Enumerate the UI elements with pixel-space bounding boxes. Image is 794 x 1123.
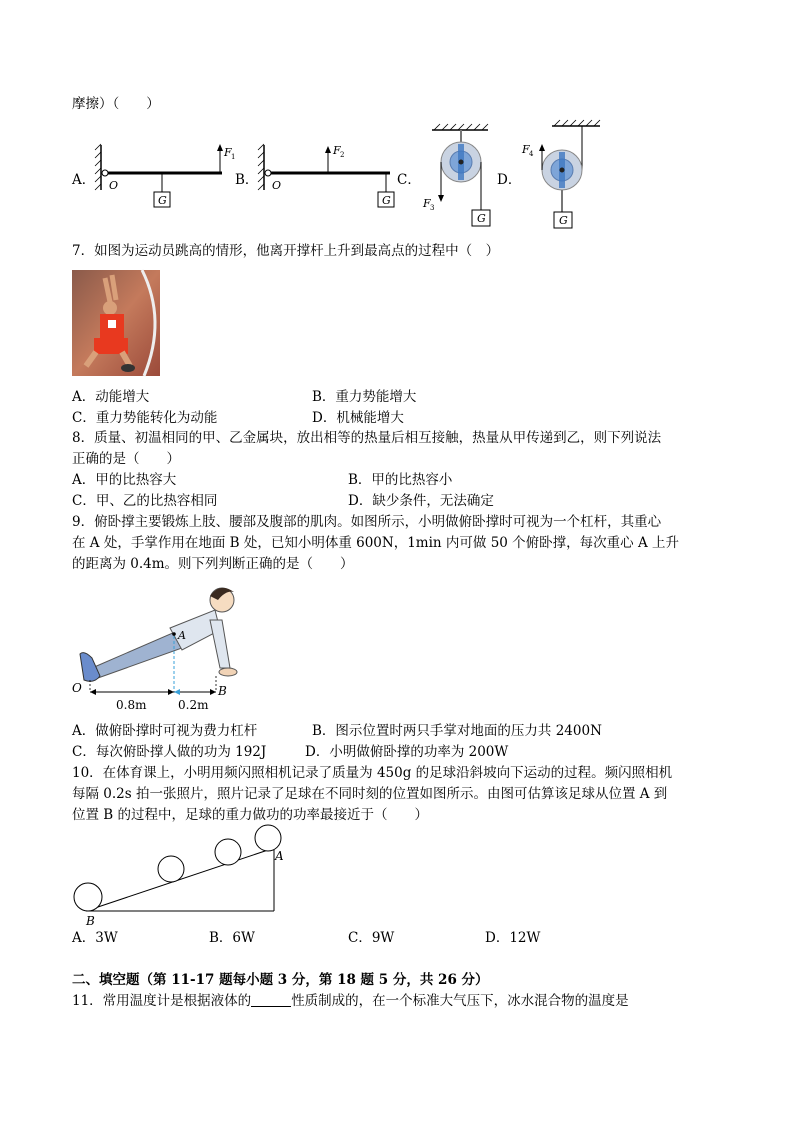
q9-stem-line2: 在 A 处，手掌作用在地面 B 处，已知小明体重 600N，1min 内可做 50 个俯卧撑，每次重心 A 上升 [72, 535, 679, 551]
q11-stem-part1: 11．常用温度计是根据液体的 [72, 993, 252, 1009]
q6b-o-label: O [272, 179, 282, 192]
q6c-f3-label: F [423, 197, 431, 210]
q9-option-c: C．每次俯卧撑人做的功为 192J [72, 744, 267, 760]
q6c-f3-sub: 3 [430, 204, 435, 212]
q9-option-d: D．小明做俯卧撑的功率为 200W [305, 744, 509, 760]
q7-stem: 7．如图为运动员跳高的情形，他离开撑杆上升到最高点的过程中（ ） [72, 243, 500, 259]
q10-option-b: B．6W [209, 930, 255, 946]
q9-point-o: O [72, 681, 82, 695]
q6-figure-d [520, 118, 605, 236]
q9-option-b: B．图示位置时两只手掌对地面的压力共 2400N [312, 723, 602, 739]
q9-point-b: B [218, 684, 227, 698]
q6a-f1-sub: 1 [231, 153, 236, 161]
q6b-f2-label: F [333, 144, 341, 157]
q7-option-a: A．动能增大 [72, 389, 150, 405]
q6-figure-a [95, 140, 236, 215]
q8-option-d: D．缺少条件，无法确定 [348, 493, 494, 509]
q6a-f1-label: F [224, 146, 232, 159]
q7-option-b: B．重力势能增大 [312, 389, 417, 405]
q6d-f4-sub: 4 [529, 150, 534, 158]
q6a-o-label: O [109, 179, 119, 192]
q8-stem-line1: 8．质量、初温相同的甲、乙金属块，放出相等的热量后相互接触，热量从甲传递到乙，则下列说法 [72, 430, 662, 446]
section2-title: 二、填空题（第 11-17 题每小题 3 分，第 18 题 5 分，共 26 分） [72, 972, 489, 988]
q6-option-a-label: A． [72, 172, 96, 188]
q11-stem [72, 991, 629, 1011]
q6b-f2-sub: 2 [340, 151, 345, 159]
q10-point-b: B [86, 914, 95, 928]
q6-option-d-label: D． [497, 172, 522, 188]
q6-stem-tail: 摩擦）（ ） [72, 96, 160, 112]
q10-option-a: A．3W [72, 930, 118, 946]
q6-option-b-label: B． [235, 172, 259, 188]
q6b-g-label: G [382, 194, 391, 207]
q6-figure-c [420, 122, 500, 230]
q6d-f4-label: F [522, 143, 530, 156]
q7-pole-vault-photo [72, 270, 160, 376]
q8-stem-line2: 正确的是（ ） [72, 451, 180, 467]
q8-option-c: C．甲、乙的比热容相同 [72, 493, 218, 509]
q9-stem-line1: 9．俯卧撑主要锻炼上肢、腰部及腹部的肌肉。如图所示，小明做俯卧撑时可视为一个杠杆，其重心 [72, 514, 662, 530]
q8-option-a: A．甲的比热容大 [72, 472, 177, 488]
q10-option-c: C．9W [348, 930, 395, 946]
q9-distance-1: 0.8m [116, 698, 147, 712]
q7-option-d: D．机械能增大 [312, 410, 404, 426]
q10-option-d: D．12W [485, 930, 541, 946]
q11-blank-1[interactable] [251, 992, 291, 1007]
q10-point-a: A [275, 849, 284, 863]
q11-stem-part2: 性质制成的，在一个标准大气压下，冰水混合物的温度是 [291, 993, 629, 1009]
q6a-g-label: G [158, 194, 167, 207]
q7-option-c: C．重力势能转化为动能 [72, 410, 218, 426]
q10-slope-figure [70, 822, 290, 930]
q8-option-b: B．甲的比热容小 [348, 472, 453, 488]
q9-option-a: A．做俯卧撑时可视为费力杠杆 [72, 723, 258, 739]
q10-stem-line1: 10．在体育课上，小明用频闪照相机记录了质量为 450g 的足球沿斜坡向下运动的过程。频闪照相机 [72, 765, 673, 781]
q9-pushup-figure [70, 580, 250, 715]
q6-option-c-label: C． [397, 172, 421, 188]
q9-distance-2: 0.2m [178, 698, 209, 712]
q10-stem-line2: 每隔 0.2s 拍一张照片，照片记录了足球在不同时刻的位置如图所示。由图可估算该足球从位置 A 到 [72, 786, 668, 802]
q6d-g-label: G [559, 214, 568, 227]
q10-stem-line3: 位置 B 的过程中，足球的重力做功的功率最接近于（ ） [72, 807, 429, 823]
q6-figure-b [258, 140, 398, 215]
q9-point-a: A [178, 629, 186, 642]
q9-stem-line3: 的距离为 0.4m。则下列判断正确的是（ ） [72, 556, 354, 572]
q6c-g-label: G [477, 212, 486, 225]
